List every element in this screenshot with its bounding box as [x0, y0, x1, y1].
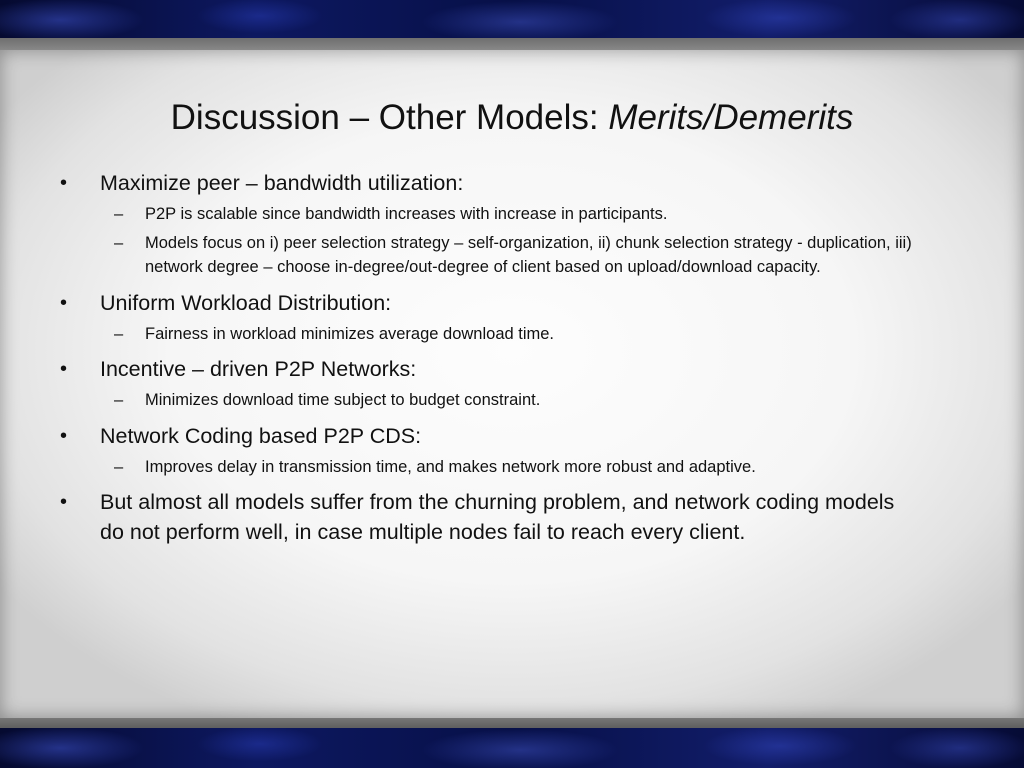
bullet-group	[0, 421, 1024, 480]
sub-bullet-item	[0, 322, 955, 347]
dash-icon: –	[114, 457, 124, 476]
bullet-group	[0, 288, 1024, 347]
dash-icon: –	[114, 205, 124, 223]
bullet-text: Network Coding based P2P CDS:	[100, 423, 422, 448]
bottom-decorative-band	[0, 728, 1024, 768]
sub-bullet-item	[0, 202, 955, 227]
sub-bullet-item	[0, 388, 955, 413]
sub-bullet-text: Minimizes download time subject to budget constraint.	[145, 391, 541, 409]
dash-icon: –	[114, 233, 124, 252]
title-italic: Merits/Demerits	[608, 98, 854, 137]
bullet-group	[0, 354, 1024, 413]
sub-bullet-text: P2P is scalable since bandwidth increases with increase in participants.	[145, 205, 668, 223]
sub-bullet-item	[0, 231, 955, 280]
sub-bullet-text: Improves delay in transmission time, and makes network more robust and adaptive.	[145, 457, 756, 476]
bullet-text: Uniform Workload Distribution:	[100, 290, 392, 315]
dash-icon: –	[114, 391, 124, 409]
bullet-item	[0, 288, 920, 318]
top-decorative-band	[0, 0, 1024, 40]
bullet-item	[0, 354, 920, 384]
bullet-text: Maximize peer – bandwidth utilization:	[100, 171, 464, 195]
bullet-group	[0, 168, 1024, 280]
slide-title	[0, 97, 1024, 139]
bullet-dot-icon: •	[60, 291, 68, 314]
sub-bullet-item	[0, 455, 955, 480]
bullet-dot-icon: •	[60, 358, 68, 380]
bullet-dot-icon: •	[60, 491, 68, 513]
dash-icon: –	[114, 324, 124, 343]
bullet-text: But almost all models suffer from the churning problem, and network coding models do not perform well, in case multiple nodes fail to reach every client.	[100, 490, 895, 544]
bullet-list	[0, 168, 1024, 555]
bullet-group	[0, 487, 1024, 547]
bullet-item	[0, 487, 920, 547]
title-main: Discussion – Other Models:	[170, 98, 609, 137]
bullet-item	[0, 168, 920, 198]
bullet-dot-icon: •	[60, 172, 68, 194]
bullet-text: Incentive – driven P2P Networks:	[100, 357, 417, 381]
sub-bullet-text: Fairness in workload minimizes average download time.	[145, 324, 555, 343]
bullet-item	[0, 421, 920, 451]
sub-bullet-text: Models focus on i) peer selection strategy – self-organization, ii) chunk selection strategy - duplication, iii) network degree – choose in-degree/out-degree of client based on upload/download capacity.	[145, 233, 912, 276]
bullet-dot-icon: •	[60, 424, 68, 447]
